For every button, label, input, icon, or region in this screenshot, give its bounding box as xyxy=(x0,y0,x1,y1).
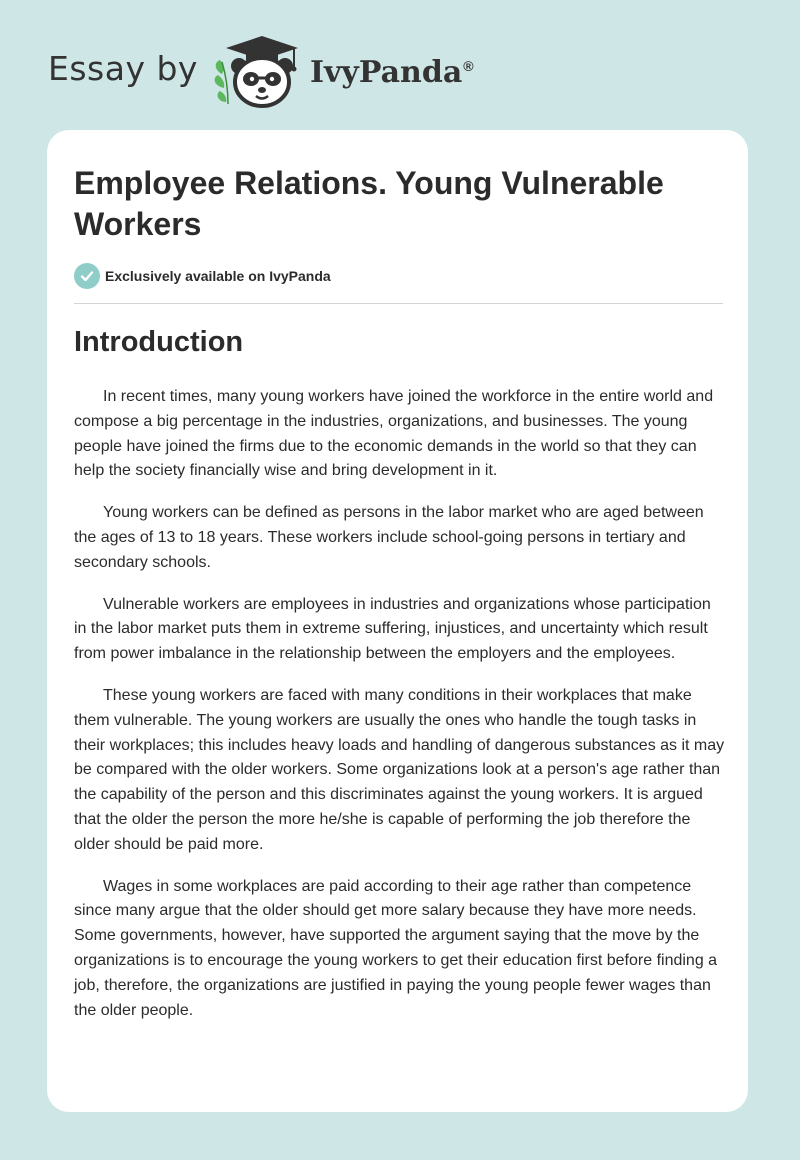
paragraph: In recent times, many young workers have joined the workforce in the entire world and compose a big percentage in the industries, organizations, and businesses. The young people have joined the firms due to the economic demands in the world so that they can help the society financially wise and bring development in it. xyxy=(74,388,714,480)
site-header xyxy=(48,34,474,110)
panda-graduate-icon[interactable] xyxy=(212,34,304,110)
essay-body xyxy=(74,385,726,1040)
paragraph: Young workers can be defined as persons in the labor market who are aged between the ages of 13 to 18 years. These workers include school-going persons in tertiary and secondary schools. xyxy=(74,504,704,571)
section-heading: Introduction xyxy=(74,326,244,358)
essay-card xyxy=(47,130,748,1112)
paragraph: Vulnerable workers are employees in industries and organizations whose participation in the labor market puts them in extreme suffering, injustices, and uncertainty which result from power imbalance in the relationship between the employers and the employees. xyxy=(74,595,711,663)
registered-mark: ® xyxy=(463,57,474,74)
leaf-icon xyxy=(215,60,228,104)
exclusive-badge xyxy=(74,263,331,289)
check-circle-icon xyxy=(74,263,100,289)
paragraph: Wages in some workplaces are paid according to their age rather than competence since many argue that the older should get more salary because they have more needs. Some governments, however, have supported the argument saying that the move by the organizations is to encourage the young workers to get their education first before finding a job, therefore, the organizations are justified in paying the young people fewer wages than the older people. xyxy=(74,877,718,1019)
badge-label: Exclusively available on IvyPanda xyxy=(105,268,331,284)
brand-name[interactable] xyxy=(310,55,474,90)
divider xyxy=(74,303,723,304)
paragraph: These young workers are faced with many conditions in their workplaces that make them vulnerable. The young workers are usually the ones who handle the tough tasks in their workplaces; this includes heavy loads and handling of dangerous substances as it may be compared with the older workers. Some organizations look at a person's age rather than the capability of the person and this discriminates against the young workers. It is argued that the older the person the more he/she is capable of performing the job therefore the older should be paid more. xyxy=(74,686,725,853)
brand-text: IvyPanda xyxy=(309,54,463,90)
essay-by-label: Essay by xyxy=(48,48,198,88)
page-title: Employee Relations. Young Vulnerable Workers xyxy=(74,165,664,242)
